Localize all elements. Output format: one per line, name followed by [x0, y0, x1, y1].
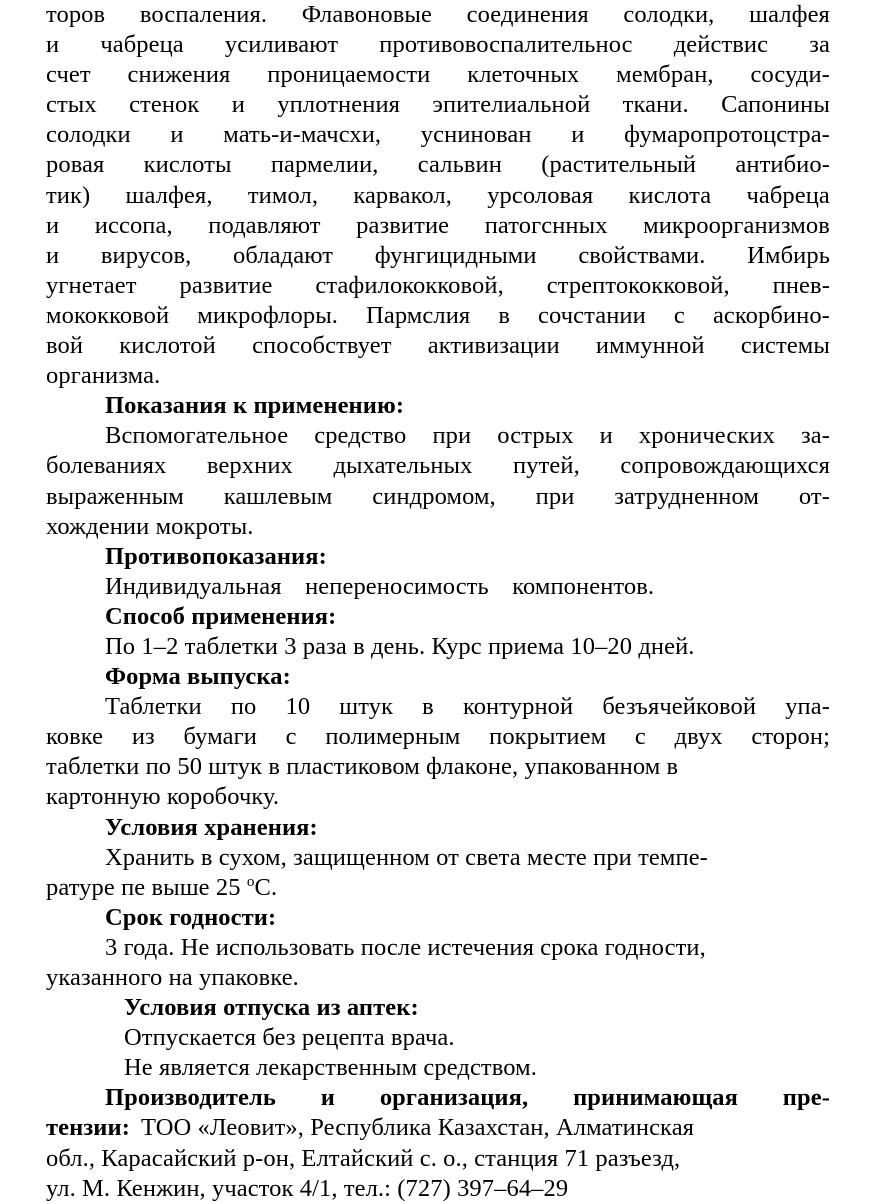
word: принимающая: [573, 1084, 738, 1112]
word: соединения: [466, 1, 589, 28]
word: (растительный: [541, 151, 697, 179]
word: угнетает: [46, 271, 137, 299]
word: упа-: [785, 693, 830, 721]
word: при: [535, 482, 575, 510]
word: уплотнения: [277, 91, 401, 119]
body-line: [46, 150, 830, 180]
word: тик): [46, 181, 91, 209]
word: Отпускается без рецепта врача.: [124, 1024, 455, 1052]
word: за-: [800, 422, 830, 450]
word: и: [231, 91, 245, 119]
body-line: [46, 301, 830, 331]
body-line: [46, 512, 830, 542]
word: Пармслия: [366, 301, 471, 329]
word: картонную коробочку.: [46, 783, 280, 811]
word: стых: [46, 91, 97, 119]
word: 3 года. Не использовать после истечения срока годности,: [105, 933, 706, 961]
word: микрофлоры.: [197, 301, 338, 329]
word: безъячейковой: [602, 693, 757, 721]
body-line-temperature: [46, 873, 830, 903]
word: кислоты: [143, 151, 232, 179]
word: Имбирь: [747, 241, 830, 269]
word: и: [599, 422, 613, 450]
word: тимол,: [247, 181, 319, 209]
word: острых: [497, 422, 574, 450]
word: ткани.: [622, 91, 689, 119]
word: указанного на упаковке.: [46, 964, 299, 991]
body-line: [46, 1053, 830, 1083]
word: клеточных: [467, 61, 580, 89]
word: стрептококковой,: [546, 271, 730, 299]
body-line: [46, 782, 830, 812]
word: усиливают: [224, 31, 339, 59]
manufacturer-label-tail: тензии:: [46, 1114, 130, 1142]
word: По 1–2 таблетки 3 раза в день. Курс приема 10–20 дней.: [105, 632, 695, 660]
word: и: [46, 31, 60, 59]
body-line: [46, 963, 830, 993]
word: микроорганизмов: [643, 211, 830, 239]
word: чабреца: [100, 31, 184, 59]
word: счет: [46, 61, 91, 89]
body-line: [46, 120, 830, 150]
word: и: [46, 241, 60, 269]
body-line: [46, 60, 830, 90]
body-line: [46, 692, 830, 722]
word: солодки,: [623, 1, 715, 28]
body-line: [46, 722, 830, 752]
word: двух: [674, 723, 723, 751]
section-heading-dosage-form: Форма выпуска:: [105, 663, 291, 691]
word: хронических: [638, 422, 775, 450]
word: ровая: [46, 151, 105, 179]
word: при: [432, 422, 472, 450]
word: вирусов,: [100, 241, 192, 269]
section-heading-shelf-life: Срок годности:: [105, 903, 277, 931]
body-line: [46, 90, 830, 120]
word: обладают: [233, 241, 334, 269]
word: кислотой: [119, 332, 216, 360]
word: непереносимость: [305, 572, 489, 600]
word: системы: [740, 332, 830, 360]
body-line: [46, 361, 830, 391]
word: стенок: [129, 91, 200, 119]
body-line: [46, 933, 830, 963]
body-line: [46, 421, 830, 451]
word: мококковой: [46, 301, 170, 329]
body-line: [46, 181, 830, 211]
word: дыхательных: [333, 452, 473, 480]
word: средство: [314, 422, 407, 450]
word: обл., Карасайский р-он, Елтайский с. о., станция 71 разъезд,: [46, 1144, 681, 1172]
word: Производитель: [105, 1084, 276, 1112]
word: снижения: [127, 61, 231, 89]
word: действис: [673, 31, 769, 59]
manufacturer-name-line: [46, 1113, 830, 1143]
word: активизации: [427, 332, 560, 360]
word: 10: [285, 693, 311, 721]
word: антибио-: [735, 151, 830, 179]
word: сторон;: [751, 723, 830, 751]
word: синдромом,: [372, 482, 496, 510]
word: противовоспалительнос: [379, 31, 633, 59]
word: сопровождающихся: [620, 452, 830, 480]
word: мембран,: [616, 61, 714, 89]
word: покрытием: [489, 723, 607, 751]
word: воспаления.: [139, 1, 268, 28]
word: патогснных: [484, 211, 608, 239]
word: развитие: [179, 271, 273, 299]
word: Хранить в сухом, защищенном от света месте при темпе-: [105, 843, 708, 871]
word: за: [809, 31, 830, 59]
word: Не является лекарственным средством.: [124, 1054, 537, 1082]
body-line: [46, 482, 830, 512]
word: стафилококковой,: [315, 271, 504, 299]
body-line: [46, 1023, 830, 1053]
word: аскорбино-: [712, 301, 830, 329]
insert-text-body: [46, 0, 830, 1204]
body-line: [46, 632, 830, 662]
word: иссопа,: [94, 211, 173, 239]
word: выраженным: [46, 482, 184, 510]
word: из: [131, 723, 155, 751]
word: сосуди-: [750, 61, 830, 89]
word: с: [673, 301, 685, 329]
word: эпителиальной: [432, 91, 591, 119]
word: чабреца: [746, 181, 830, 209]
section-heading-dispensing: Условия отпуска из аптек:: [124, 994, 419, 1022]
word: кислота: [628, 181, 712, 209]
word: солодки: [46, 121, 131, 149]
section-heading-administration: Способ применения:: [105, 602, 337, 630]
word: мать-и-мачсхи,: [223, 121, 382, 149]
body-line: [46, 572, 830, 602]
body-line: [46, 0, 830, 30]
word: полимерным: [325, 723, 461, 751]
manufacturer-name: ТОО «Леовит», Республика Казахстан, Алматинская: [140, 1114, 695, 1142]
body-line: [46, 211, 830, 241]
word: Таблетки: [105, 693, 202, 721]
word: с: [285, 723, 297, 751]
word: уснинован: [420, 121, 532, 149]
temperature-text: ратуре пе выше 25: [46, 873, 247, 901]
word: кашлевым: [223, 482, 333, 510]
word: вой: [46, 332, 84, 360]
word: сальвин: [417, 151, 502, 179]
word: пнев-: [772, 271, 830, 299]
word: Индивидуальная: [105, 572, 282, 600]
word: шалфея,: [125, 181, 213, 209]
temperature-unit: С.: [254, 873, 278, 901]
word: фунгицидными: [374, 241, 537, 269]
word: контурной: [462, 693, 574, 721]
word: ул. М. Кенжин, участок 4/1, тел.: (727) 397–64–29: [46, 1174, 569, 1202]
word: в: [498, 301, 510, 329]
section-heading-indications: Показания к применению:: [105, 392, 405, 420]
body-line: [46, 331, 830, 361]
section-heading-contraindications: Противопоказания:: [105, 542, 327, 570]
word: болеваниях: [46, 452, 167, 480]
word: Флавоновые: [301, 1, 432, 28]
word: затрудненном: [614, 482, 759, 510]
body-line: [46, 451, 830, 481]
degree-symbol: о: [246, 872, 255, 890]
word: торов: [46, 1, 106, 28]
word: путей,: [513, 452, 580, 480]
word: пре-: [782, 1084, 830, 1112]
word: верхних: [206, 452, 293, 480]
word: иммунной: [595, 332, 705, 360]
word: в: [422, 693, 434, 721]
word: сочстании: [538, 301, 646, 329]
word: шалфея: [749, 1, 830, 28]
word: по: [230, 693, 257, 721]
word: фумаропротоцстра-: [624, 121, 830, 149]
word: и: [46, 211, 60, 239]
word: организма.: [46, 362, 161, 390]
word: свойствами.: [578, 241, 706, 269]
word: и: [170, 121, 184, 149]
word: организация,: [379, 1084, 529, 1112]
word: таблетки по 50 штук в пластиковом флаконе, упакованном в: [46, 753, 679, 781]
word: и: [571, 121, 585, 149]
body-line: [46, 752, 830, 782]
word: пармелии,: [270, 151, 379, 179]
word: карвакол,: [353, 181, 452, 209]
word: с: [634, 723, 646, 751]
word: подавляют: [208, 211, 321, 239]
manufacturer-label-line: [46, 1083, 830, 1113]
body-line: [46, 271, 830, 301]
word: ковке: [46, 723, 104, 751]
word: способствует: [252, 332, 392, 360]
word: и: [320, 1084, 335, 1112]
word: бумаги: [183, 723, 257, 751]
manufacturer-address-line: [46, 1144, 830, 1174]
word: хождении мокроты.: [46, 512, 254, 540]
word: от-: [798, 482, 830, 510]
word: проницаемости: [267, 61, 431, 89]
word: развитие: [356, 211, 450, 239]
word: штук: [339, 693, 394, 721]
word: компонентов.: [512, 572, 655, 600]
body-line: [46, 241, 830, 271]
word: Сапонины: [721, 91, 830, 119]
word: урсоловая: [487, 181, 594, 209]
manufacturer-contact-line: [46, 1174, 830, 1204]
body-line: [46, 843, 830, 873]
section-heading-storage: Условия хранения:: [105, 813, 318, 841]
body-line: [46, 30, 830, 60]
word: Вспомогательное: [105, 422, 289, 450]
